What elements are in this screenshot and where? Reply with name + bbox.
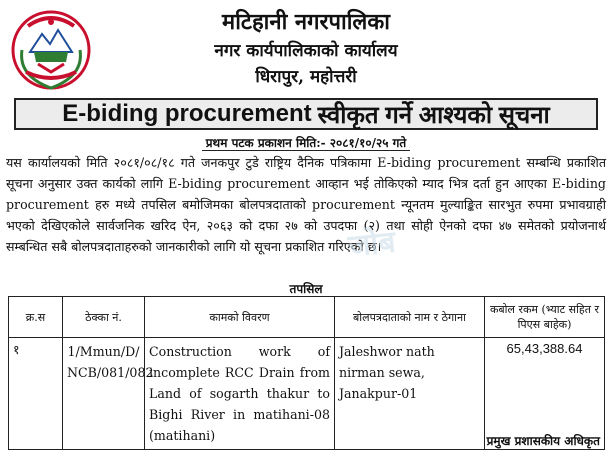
- publication-date: [0, 134, 612, 151]
- details-heading: [0, 280, 612, 297]
- office-name: नगर कार्यपालिकाको कार्यालय: [214, 41, 398, 61]
- column-header-sn: क्र.स: [9, 297, 63, 338]
- cell-contract-no: 1/Mmun/D/ NCB/081/082: [63, 338, 145, 450]
- municipality-name: मटिहानी नगरपालिका: [222, 9, 390, 35]
- contract-table: [8, 296, 605, 450]
- notice-title-banner: [14, 98, 598, 130]
- watermark: जोब: [346, 225, 397, 264]
- title-nepali: स्वीकृत गर्ने आश्यको सूचना: [317, 101, 550, 129]
- column-header-bidder: बोलपत्रदाताको नाम र ठेगाना: [335, 297, 485, 338]
- column-header-description: कामको विवरण: [145, 297, 335, 338]
- table-header-row: [9, 297, 605, 338]
- details-heading-text: तपसिल: [289, 282, 323, 296]
- cell-bidder: Jaleshwor nath nirman sewa, Janakpur-01: [335, 338, 485, 450]
- title-english: E-biding procurement: [62, 100, 312, 127]
- header: [0, 0, 612, 96]
- cell-description: Construction work of incomplete RCC Drain from Land of sogarth thakur to Bighi River in matihani-08 (matihani): [145, 338, 335, 450]
- column-header-contract-no: ठेक्का नं.: [63, 297, 145, 338]
- signatory-title: प्रमुख प्रशासकीय अधिकृत: [486, 434, 600, 448]
- notice-body: यस कार्यालयको मिति २०८१/०८/१८ गते जनकपुर टुडे राष्ट्रिय दैनिक पत्रिकामा E-biding procurement सम्बन्धि प्रकाशित सूचना अनुसार उक्त कार्यको लागि E-biding procurement आव्हान भई तोकिएको म्याद भित्र दर्ता हुन आएका E-biding procurement हरु मध्ये तपसिल बमोजिमका बोलपत्रदाताको procurement न्यूनतम मुल्याङ्कित सारभुत रुपमा प्रभावग्राही भएको देखिएकोले सार्वजनिक खरिद ऐन, २०६३ को दफा २७ को उपदफा (२) तथा सोही ऐनको दफा ४७ समेतको प्रयोजनार्थ सम्बन्धित सबै बोलपत्रदाताहरुको जानकारीको लागि यो सूचना प्रकाशित गरिएको छ।: [6, 155, 606, 254]
- office-address: धिरापुर, महोत्तरी: [255, 67, 357, 87]
- publication-date-text: प्रथम पटक प्रकाशन मिति:- २०८१/१०/२५ गते: [202, 136, 411, 151]
- column-header-amount: कबोल रकम (भ्याट सहित र पिएस बाहेक): [485, 297, 605, 338]
- amount-value: 65,43,388.64: [506, 341, 583, 356]
- cell-sn: १: [9, 338, 63, 450]
